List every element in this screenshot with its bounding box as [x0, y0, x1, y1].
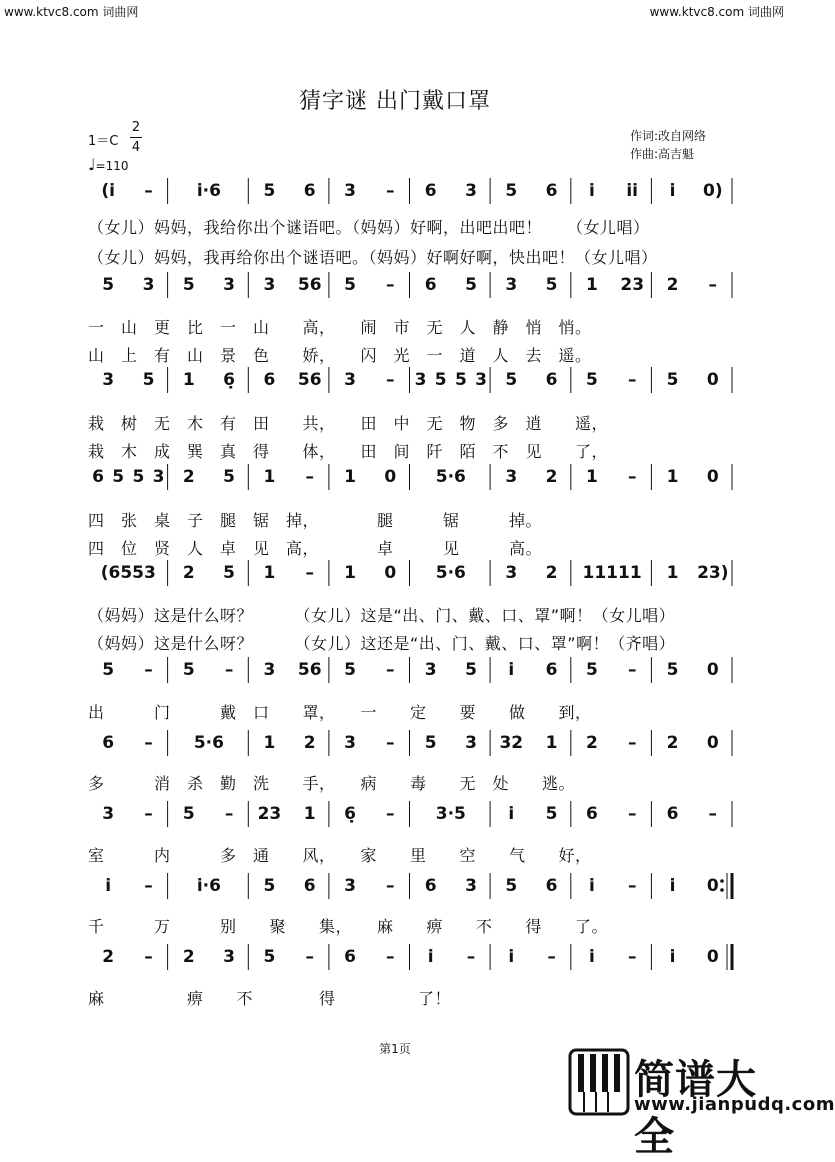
note: 5 — [666, 370, 679, 390]
lyric-line: 多 消 杀 勤 洗 手， 病 毒 无 处 逃。 — [88, 774, 576, 793]
note: – — [627, 467, 637, 487]
note: 6 — [424, 876, 437, 896]
notation-svg — [88, 272, 733, 302]
lyric-line: 一 山 更 比 一 山 高， 闹 市 无 人 静 悄 悄。 — [88, 318, 592, 337]
note: 2 — [666, 733, 679, 753]
note: i̇ — [427, 947, 434, 967]
note: 0 — [706, 467, 719, 487]
note: – — [386, 660, 395, 680]
note: i̇ — [588, 947, 595, 967]
note: 2 — [102, 947, 115, 967]
note: 1 — [263, 733, 276, 753]
note: 3 — [505, 275, 518, 295]
note: 56 — [297, 275, 322, 295]
note: 1 — [263, 467, 276, 487]
note: 23 — [620, 275, 645, 295]
note: 3 — [465, 181, 477, 201]
note: i̇ — [508, 804, 515, 824]
note: 5 — [102, 275, 115, 295]
note: (i̇ — [101, 181, 116, 201]
note: 1 — [263, 563, 276, 583]
note: 5 — [545, 275, 558, 295]
note: 23 — [257, 804, 282, 824]
note: 3 — [223, 947, 236, 967]
note: 0 — [706, 733, 719, 753]
note: 5 — [182, 804, 195, 824]
note: 3 — [424, 660, 437, 680]
note: 6 — [545, 370, 558, 390]
note: i̇i̇ — [626, 181, 639, 201]
note: – — [305, 947, 314, 967]
notation-svg — [88, 944, 733, 974]
note: 5 — [182, 660, 195, 680]
note: 5 — [182, 275, 195, 295]
note: – — [305, 467, 314, 487]
note: – — [144, 733, 153, 753]
note: 2 — [303, 733, 316, 753]
note: – — [386, 947, 395, 967]
repeat-dot — [720, 888, 724, 892]
tempo-marking — [88, 155, 129, 174]
notation-row-9 — [88, 873, 733, 903]
note: 5·6 — [435, 563, 466, 583]
notation-row-6 — [88, 657, 733, 687]
song-title: 猜字谜 出门戴口罩 — [299, 89, 491, 114]
note: (6553 — [100, 563, 156, 583]
lyricist-credit: 作词:改自网络 — [630, 129, 707, 143]
note: 2 — [182, 563, 195, 583]
note: 5 — [454, 370, 467, 390]
note: – — [386, 181, 395, 201]
note: 5 — [505, 370, 518, 390]
note: – — [224, 660, 234, 680]
note: 0 — [706, 370, 719, 390]
note: 3 — [102, 804, 115, 824]
note: – — [386, 876, 395, 896]
note: 5 — [424, 733, 437, 753]
note: – — [627, 876, 637, 896]
note: 5 — [263, 947, 276, 967]
notation-row-2 — [88, 272, 733, 302]
note: i̇·6 — [196, 181, 221, 201]
note: 1 — [344, 467, 356, 487]
note: 6 — [424, 181, 437, 201]
note: 3 — [414, 370, 427, 390]
note: 3 — [344, 876, 356, 896]
notation-svg — [88, 178, 733, 208]
note: – — [708, 804, 718, 824]
notation-svg — [88, 657, 733, 687]
note: 5 — [505, 876, 518, 896]
notation-svg — [88, 464, 733, 494]
note: i̇ — [508, 947, 515, 967]
lyric-line: 四 张 桌 子 腿 锯 掉， 腿 锯 掉。 — [88, 511, 543, 530]
meter-top: 2 — [131, 120, 141, 135]
note: i̇ — [669, 876, 676, 896]
note: 6 — [344, 947, 356, 967]
note: 1 — [585, 467, 598, 487]
lyric-line: 出 门 戴 口 罩， 一 定 要 做 到， — [88, 703, 592, 722]
site-watermark-right: www.ktvc8.com 词曲网 — [649, 5, 784, 19]
notation-row-3 — [88, 367, 733, 397]
note: 6̣ — [223, 370, 236, 390]
notation-row-1 — [88, 178, 733, 208]
note: 3 — [102, 370, 115, 390]
lyric-line: 栽 木 成 巽 真 得 体， 田 间 阡 陌 不 见 了， — [88, 442, 609, 461]
note: 1 — [303, 804, 316, 824]
note: 3 — [344, 733, 356, 753]
lyric-line: （妈妈）这是什么呀？ （女儿）这还是“出、门、戴、口、罩”啊！（齐唱） — [88, 634, 676, 653]
lyric-line: 麻 痹 不 得 了！ — [88, 989, 452, 1008]
note: – — [144, 947, 153, 967]
note: – — [144, 876, 153, 896]
composer-credit: 作曲:高吉魁 — [630, 147, 695, 161]
notation-row-10 — [88, 944, 733, 974]
note: 3 — [465, 876, 477, 896]
note: 23) — [697, 563, 729, 583]
note: 5 — [465, 275, 477, 295]
note: 2 — [585, 733, 598, 753]
note: 5 — [344, 660, 356, 680]
note: 0 — [706, 660, 719, 680]
time-signature — [129, 118, 143, 157]
note: – — [305, 563, 314, 583]
note: 3 — [344, 181, 356, 201]
note: 1 — [585, 275, 598, 295]
note: – — [386, 804, 395, 824]
lyric-line: （妈妈）这是什么呀？ （女儿）这是“出、门、戴、口、罩”啊！（女儿唱） — [88, 606, 676, 625]
notation-svg — [88, 367, 733, 397]
note: 2 — [666, 275, 679, 295]
note: – — [627, 370, 637, 390]
note: – — [627, 733, 637, 753]
note: – — [627, 660, 637, 680]
note: – — [144, 804, 153, 824]
meter-bottom: 4 — [131, 140, 141, 155]
notation-row-4 — [88, 464, 733, 494]
note: 6 — [545, 181, 558, 201]
notation-row-8 — [88, 801, 733, 831]
note: 5 — [142, 370, 155, 390]
note: 5 — [263, 876, 276, 896]
note: – — [708, 275, 718, 295]
note: 3 — [465, 733, 477, 753]
note: i̇·6 — [196, 876, 221, 896]
lyric-line: 千 万 别 聚 集， 麻 痹 不 得 了。 — [88, 917, 609, 936]
note: 0 — [706, 876, 719, 896]
note: 6 — [92, 467, 105, 487]
note: 6̣ — [344, 804, 356, 824]
note: 5·6 — [193, 733, 224, 753]
note: 6 — [545, 660, 558, 680]
note: 3 — [344, 370, 356, 390]
note: 3 — [263, 275, 276, 295]
note: – — [144, 660, 153, 680]
note: i̇ — [588, 181, 595, 201]
key-signature: 1＝C — [88, 134, 119, 149]
note: 1 — [182, 370, 195, 390]
note: 5 — [102, 660, 115, 680]
note: i̇ — [105, 876, 112, 896]
lyric-line: （女儿）妈妈，我给你出个谜语吧。（妈妈）好啊，出吧出吧！ （女儿唱） — [88, 218, 650, 237]
note: 3 — [263, 660, 276, 680]
notation-svg — [88, 873, 733, 903]
note: i̇ — [669, 947, 676, 967]
note: 5 — [132, 467, 145, 487]
note: 6 — [102, 733, 115, 753]
note: i̇ — [508, 660, 515, 680]
credits — [630, 127, 706, 163]
note: 1 — [344, 563, 356, 583]
note: 2 — [182, 947, 195, 967]
lyric-line: 室 内 多 通 风， 家 里 空 气 好， — [88, 846, 592, 865]
note: – — [627, 947, 637, 967]
note: – — [386, 275, 395, 295]
note: 5 — [344, 275, 356, 295]
note: 3 — [142, 275, 155, 295]
note: 6 — [545, 876, 558, 896]
page-number: 第1页 — [379, 1042, 411, 1056]
lyric-line: （女儿）妈妈，我再给你出个谜语吧。（妈妈）好啊好啊，快出吧！（女儿唱） — [88, 248, 658, 267]
note: 5 — [263, 181, 276, 201]
notation-row-7 — [88, 730, 733, 760]
note: – — [386, 733, 395, 753]
note: 32 — [499, 733, 524, 753]
note: i̇ — [588, 876, 595, 896]
note: 6 — [666, 804, 679, 824]
site-watermark-left: www.ktvc8.com 词曲网 — [4, 5, 139, 19]
lyric-line: 四 位 贤 人 卓 见 高， 卓 见 高。 — [88, 539, 543, 558]
note: 1 — [666, 467, 679, 487]
note: – — [466, 947, 476, 967]
note: 0 — [384, 467, 397, 487]
note: 3 — [505, 563, 518, 583]
note: 5 — [545, 804, 558, 824]
note: 5 — [223, 467, 236, 487]
note: 5 — [666, 660, 679, 680]
notation-svg — [88, 801, 733, 831]
note: 6 — [424, 275, 437, 295]
repeat-dot — [720, 879, 724, 883]
note: 56 — [297, 370, 322, 390]
note: 3 — [505, 467, 518, 487]
quarter-note-icon: ♩ — [88, 155, 96, 174]
note: 6 — [303, 876, 316, 896]
note: 1 — [545, 733, 558, 753]
note: 0) — [702, 181, 723, 201]
note: 5 — [585, 660, 598, 680]
note: 6 — [585, 804, 598, 824]
note: 5 — [112, 467, 125, 487]
note: – — [224, 804, 234, 824]
notation-svg — [88, 560, 733, 590]
note: 2 — [545, 467, 558, 487]
note: 3 — [223, 275, 236, 295]
lyric-line: 栽 树 无 木 有 田 共， 田 中 无 物 多 逍 遥， — [88, 414, 609, 433]
note: 5 — [465, 660, 477, 680]
note: 3 — [152, 467, 165, 487]
note: 3·5 — [435, 804, 466, 824]
lyric-line: 山 上 有 山 景 色 娇， 闪 光 一 道 人 去 遥。 — [88, 346, 592, 365]
note: 5·6 — [435, 467, 466, 487]
tempo-value: =110 — [95, 159, 129, 173]
note: 0 — [384, 563, 397, 583]
logo-url: www.jianpudq.com — [634, 1094, 835, 1115]
note: 3 — [475, 370, 487, 390]
note: – — [386, 370, 395, 390]
note: 56 — [297, 660, 322, 680]
note: 5 — [585, 370, 598, 390]
logo-text: 简谱大全 — [634, 1057, 757, 1160]
note: 2 — [545, 563, 558, 583]
note: 1 — [666, 563, 679, 583]
note: 0 — [706, 947, 719, 967]
note: i̇ — [669, 181, 676, 201]
note: – — [627, 804, 637, 824]
notation-row-5 — [88, 560, 733, 590]
note: 5 — [505, 181, 518, 201]
note: 5 — [223, 563, 236, 583]
meter-line — [130, 137, 142, 138]
note: 6 — [263, 370, 276, 390]
note: 2 — [182, 467, 195, 487]
note: 11111 — [582, 563, 642, 583]
note: – — [144, 181, 153, 201]
note: 5 — [434, 370, 447, 390]
note: – — [547, 947, 556, 967]
notation-svg — [88, 730, 733, 760]
note: 6 — [303, 181, 316, 201]
